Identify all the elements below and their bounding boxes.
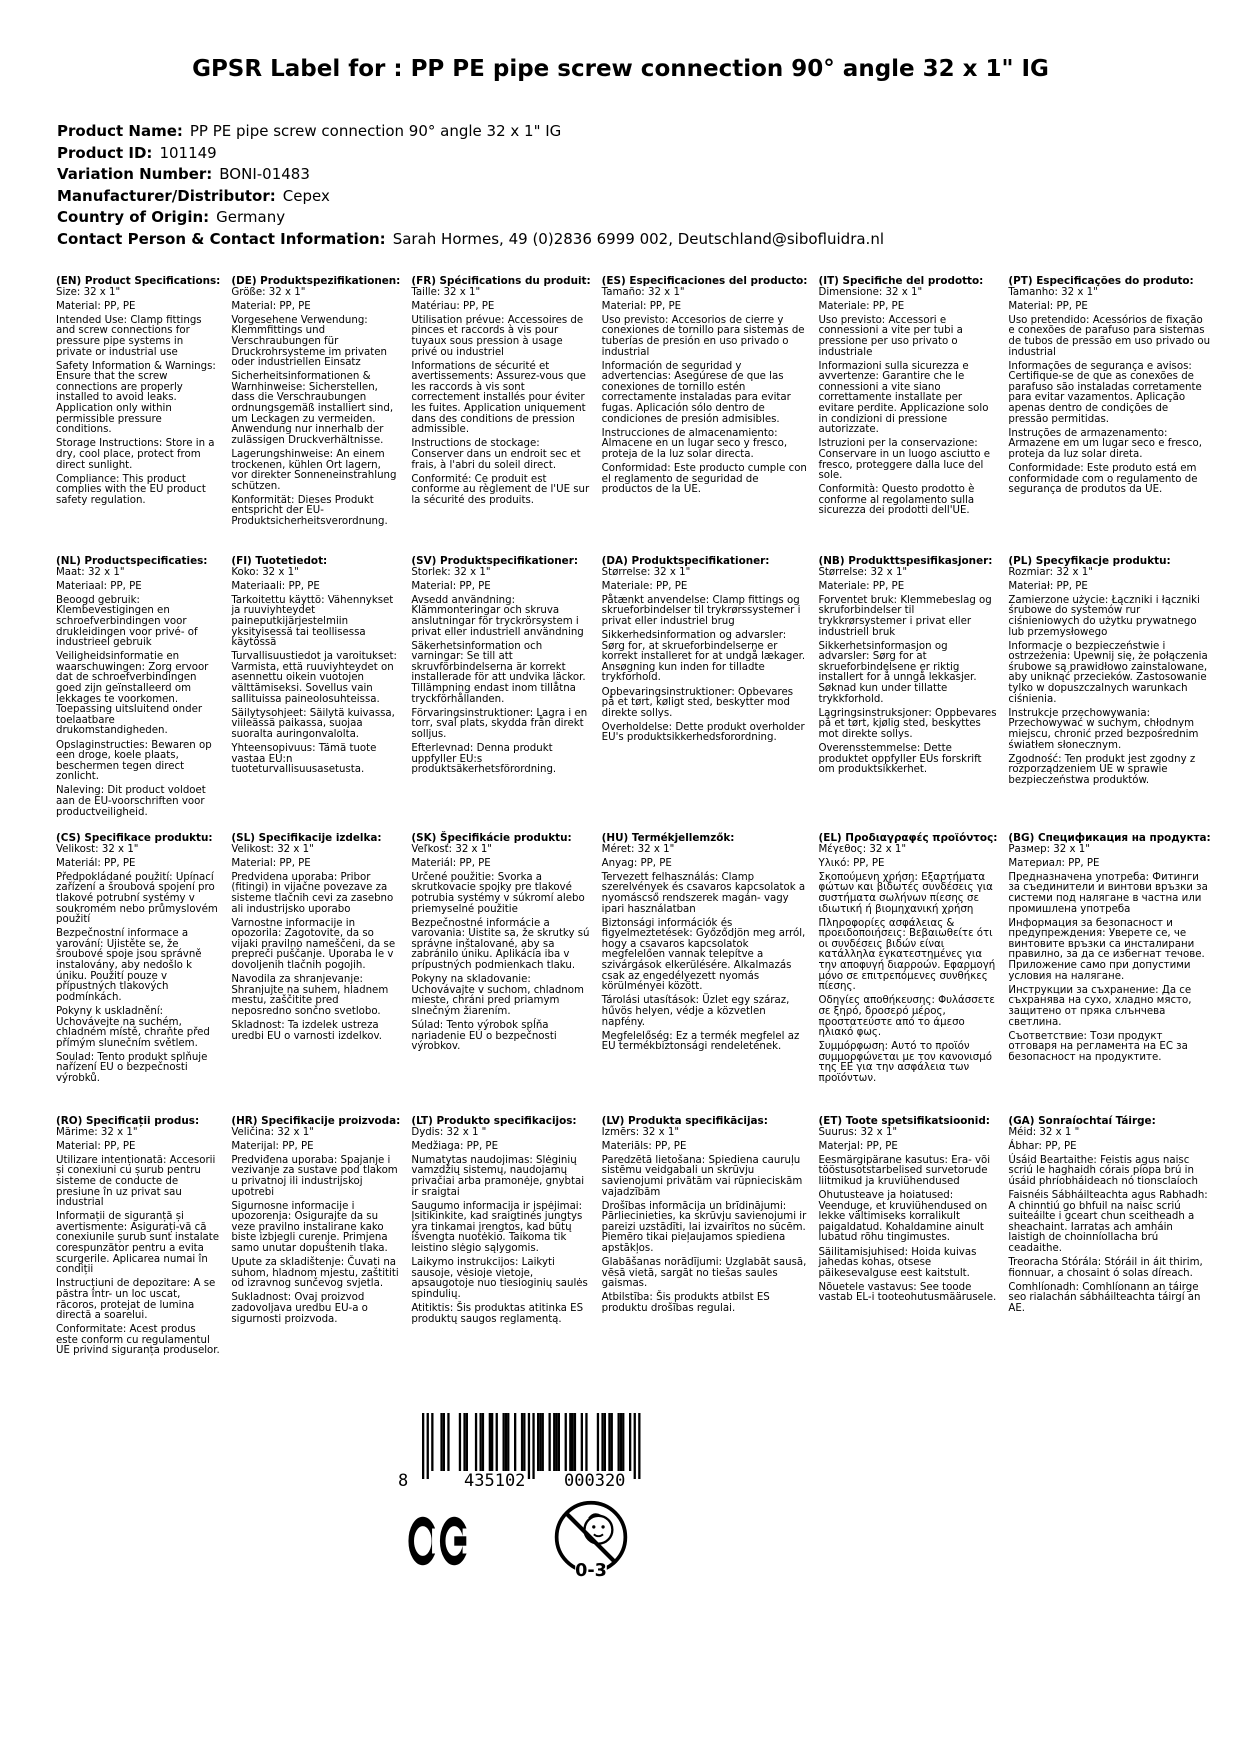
spec-paragraph: Material: PP, PE (56, 300, 136, 312)
spec-block-title: (EN) Product Specifications: (56, 275, 221, 287)
spec-paragraph: Material: PP, PE (411, 580, 491, 592)
spec-paragraph: Overholdelse: Dette produkt overholder EU's produktsikkerhedsforordning. (601, 721, 805, 744)
footer (0, 1400, 1241, 1754)
product-info-label: Variation Number: (57, 165, 213, 183)
spec-paragraph: Uso previsto: Accessori e connessioni a vite per tubi a pressione per uso privato o industriale (818, 314, 963, 358)
spec-paragraph: Материал: PP, PE (1008, 857, 1100, 869)
spec-paragraph: Izmērs: 32 x 1" (601, 1126, 680, 1138)
spec-paragraph: Pokyny k uskladnění: Uchovávejte na suchém, chladném místě, chraňte před přímým slunečním světlem. (56, 1005, 210, 1049)
spec-paragraph: Informazioni sulla sicurezza e avvertenze: Garantire che le connessioni a vite siano correttamente installate per evitare perdite. Applicazione solo in condizioni di pressione autorizzate. (818, 360, 989, 436)
spec-block-title: (BG) Спецификация на продукта: (1008, 832, 1211, 844)
barcode-digit-group1: 435102 (464, 1471, 526, 1491)
spec-paragraph: Bezpečnostní informace a varování: Ujistěte se, že šroubové spoje jsou správně instalovány, aby nedošlo k úniku. Použití pouze v přípustných tlakových podmínkách. (56, 928, 202, 1003)
spec-paragraph: Förvaringsinstruktioner: Lagra i en torr, sval plats, skydda från direkt solljus. (411, 707, 588, 740)
spec-paragraph: Skladnost: Ta izdelek ustreza uredbi EU o varnosti izdelkov. (231, 1020, 382, 1042)
product-info-value: PP PE pipe screw connection 90° angle 32 x 1" IG (189, 122, 562, 140)
spec-paragraph: Størrelse: 32 x 1" (601, 566, 691, 578)
product-info-label: Product ID: (57, 143, 153, 162)
spec-paragraph: Paredzētā lietošana: Spiediena cauruļu sistēmu veidgabali un skrūvju savienojumi privātām vai rūpnieciskām vajadzībām (601, 1154, 803, 1198)
spec-block-title: (LV) Produkta specifikācijas: (601, 1115, 768, 1127)
spec-paragraph: Σκοπούμενη χρήση: Εξαρτήματα φώτων και βιδωτές συνδέσεις για συστήματα σωλήνων πίεσης σε ιδιωτική ή βιομηχανική χρήση (818, 871, 993, 915)
barcode-digit-group2: 000320 (564, 1471, 626, 1491)
spec-paragraph: Material: PP, PE (1008, 300, 1088, 312)
spec-block-title: (ET) Toote spetsifikatsioonid: (818, 1115, 990, 1127)
spec-paragraph: Säkerhetsinformation och varningar: Se till att skruvförbindelserna är korrekt installerade för att undvika läckor. Tillämpning endast inom tillåtna tryckförhållanden. (411, 640, 586, 705)
spec-paragraph: Material: PP, PE (231, 300, 311, 312)
spec-paragraph: Anyag: PP, PE (601, 857, 672, 869)
spec-paragraph: Tamanho: 32 x 1" (1008, 286, 1098, 298)
spec-paragraph: Rozmiar: 32 x 1" (1008, 566, 1093, 578)
spec-paragraph: Materiál: PP, PE (56, 857, 136, 869)
product-info-label: Product Name: (57, 122, 183, 140)
spec-paragraph: Yhteensopivuus: Tämä tuote vastaa EU:n tuoteturvallisuusasetusta. (231, 743, 377, 776)
spec-block-title: (EL) Προδιαγραφές προϊόντος: (818, 832, 998, 844)
spec-paragraph: Informations de sécurité et avertissements: Assurez-vous que les raccords à vis sont correctement installés pour éviter les fuites. Application uniquement dans des conditions de pression admissible. (411, 360, 586, 436)
spec-block-title: (SL) Specifikacije izdelka: (231, 832, 382, 844)
spec-block-title: (RO) Specificații produs: (56, 1115, 200, 1127)
spec-paragraph: Utilizare intenționată: Accesorii și conexiuni cu șurub pentru sisteme de conducte de presiune în uz privat sau industrial (56, 1154, 216, 1209)
spec-paragraph: Předpokládané použití: Upínací zařízení a šroubová spojení pro tlakové potrubní systémy v soukromém nebo průmyslovém použití (56, 871, 218, 926)
spec-block-title: (PL) Specyfikacje produktu: (1008, 555, 1171, 567)
spec-block-cs (56, 833, 220, 1085)
product-info-row (57, 143, 884, 165)
spec-paragraph: Conformidade: Este produto está em conformidade com o regulamento de segurança de produtos da UE. (1008, 463, 1198, 496)
spec-paragraph: Instrukcje przechowywania: Przechowywać w suchym, chłodnym miejscu, chronić przed bezpośrednim światłem słonecznym. (1008, 707, 1199, 751)
spec-paragraph: Medžiaga: PP, PE (411, 1140, 499, 1152)
spec-paragraph: Μέγεθος: 32 x 1" (818, 843, 907, 855)
spec-paragraph: Informações de segurança e avisos: Certifique-se de que as conexões de parafuso são instaladas corretamente para evitar vazamentos. Aplicação apenas dentro de condições de pressão permitidas. (1008, 360, 1202, 425)
spec-paragraph: Eesmärgipärane kasutus: Era- või tööstusotstarbelised survetorude liitmikud ja kruviühendused (818, 1154, 991, 1187)
spec-paragraph: Materiaal: PP, PE (56, 580, 142, 592)
spec-paragraph: Veličina: 32 x 1" (231, 1126, 314, 1138)
spec-paragraph: Instructions de stockage: Conserver dans un endroit sec et frais, à l'abri du soleil direct. (411, 438, 581, 471)
product-info-value: Germany (216, 208, 286, 226)
spec-paragraph: Veiligheidsinformatie en waarschuwingen: Zorg ervoor dat de schroefverbindingen goed zijn geïnstalleerd om lekkages te voorkomen. Toepassing uitsluitend onder toelaatbare drukomstandigheden. (56, 651, 209, 737)
spec-paragraph: Materjal: PP, PE (818, 1140, 898, 1152)
spec-paragraph: Informacje o bezpieczeństwie i ostrzeżenia: Upewnij się, że połączenia śrubowe są prawidłowo zainstalowane, aby uniknąć przecieków. Zastosowanie tylko w dopuszczalnych warunkach ciśnienia. (1008, 640, 1208, 705)
spec-paragraph: Bezpečnostné informácie a varovania: Uistite sa, že skrutky sú správne inštalované, aby sa zabránilo úniku. Aplikácia iba v prípustných podmienkach tlaku. (411, 917, 590, 972)
product-info-row (57, 164, 884, 186)
spec-paragraph: Uso previsto: Accesorios de cierre y conexiones de tornillo para sistemas de tuberías de presión en uso privado o industrial (601, 314, 805, 358)
spec-paragraph: Предназначена употреба: Фитинги за съединители и винтови връзки за системи под налягане в частна или промишлена употреба (1008, 871, 1208, 915)
spec-paragraph: Πληροφορίες ασφάλειας & προειδοποιήσεις: Βεβαιωθείτε ότι οι συνδέσεις βιδών είναι κατάλληλα εγκατεστημένες για την αποφυγή διαρροών. Εφαρμογή μόνο σε επιτρεπόμενες συνθήκες πίεσης. (818, 917, 996, 993)
spec-paragraph: Intended Use: Clamp fittings and screw connections for pressure pipe systems in private or industrial use (56, 314, 202, 358)
spec-paragraph: Matériau: PP, PE (411, 300, 495, 312)
spec-paragraph: Materiale: PP, PE (601, 580, 688, 592)
spec-paragraph: Soulad: Tento produkt splňuje nařízení EU o bezpečnosti výrobků. (56, 1051, 208, 1084)
spec-block-title: (NB) Produkttspesifikasjoner: (818, 555, 993, 567)
barcode-bars-icon (422, 1413, 641, 1479)
spec-paragraph: Sicherheitsinformationen & Warnhinweise: Sicherstellen, dass die Verschraubungen ordnungsgemäß installiert sind, um Leckagen zu vermeiden. Anwendung nur innerhalb der zulässigen Druckverhältnisse. (231, 371, 394, 446)
spec-block-title: (SV) Produktspecifikationer: (411, 555, 578, 567)
barcode-digits (392, 1471, 652, 1493)
spec-paragraph: Predviđena uporaba: Spajanje i vezivanje za sustave pod tlakom u privatnoj ili industrijskoj upotrebi (231, 1154, 398, 1198)
spec-paragraph: Tarkoitettu käyttö: Vähennykset ja ruuviyhteydet paineputkijärjestelmiin yksityisessä tai teollisessa käytössä (231, 594, 394, 649)
spec-paragraph: Tervezett felhasználás: Clamp szerelvények és csavaros kapcsolatok a nyomáscső rendszerek magán- vagy ipari használatban (601, 871, 806, 915)
spec-paragraph: Conformidad: Este producto cumple con el reglamento de seguridad de productos de la UE. (601, 463, 807, 496)
spec-paragraph: Méid: 32 x 1 " (1008, 1126, 1080, 1138)
spec-paragraph: Instrucțiuni de depozitare: A se păstra într- un loc uscat, răcoros, protejat de lumina directă a soarelui. (56, 1278, 216, 1322)
product-info-row (57, 207, 884, 229)
product-info-value: BONI-01483 (219, 165, 310, 183)
spec-paragraph: Biztonsági információk és figyelmeztetések: Győződjön meg arról, hogy a csavaros kapcsolatok megfelelően vannak telepítve a szivárgások elkerülésére. Alkalmazás csak az engedélyezett nyomás körülményei között. (601, 917, 806, 993)
product-info-value: Sarah Hormes, 49 (0)2836 6999 002, Deutschland@sibofluidra.nl (392, 229, 884, 248)
spec-paragraph: Upute za skladištenje: Čuvati na suhom, hladnom mjestu, zaštititi od izravnog sunčevog svjetla. (231, 1257, 399, 1290)
spec-block-title: (FI) Tuotetiedot: (231, 555, 328, 567)
spec-paragraph: Sigurnosne informacije i upozorenja: Osigurajte da su veze pravilno instalirane kako biste izbjegli curenje. Primjena samo unutar dopuštenih tlaka. (231, 1200, 388, 1255)
spec-paragraph: Velikost: 32 x 1" (231, 843, 314, 855)
spec-paragraph: Atitiktis: Šis produktas atitinka ES produktų saugos reglamentą. (411, 1303, 584, 1325)
spec-paragraph: Predvidena uporaba: Pribor (fitingi) in vijačne povezave za sisteme tlačnih cevi za zasebno ali industrijsko uporabo (231, 871, 394, 915)
spec-paragraph: Úsáid Beartaithe: Feistis agus naisc scriú le haghaidh córais píopa brú in úsáid phríobháideach nó tionsclaíoch (1008, 1154, 1198, 1187)
spec-paragraph: Navodila za shranjevanje: Shranjujte na suhem, hladnem mestu, zaščitite pred neposredno sončno svetlobo. (231, 974, 389, 1017)
spec-paragraph: Overensstemmelse: Dette produktet oppfyller EUs forskrift om produktsikkerhet. (818, 743, 982, 776)
spec-paragraph: Ohutusteave ja hoiatused: Veenduge, et kruviühendused on lekke vältimiseks korralikult paigaldatud. Kohaldamine ainult lubatud rõhu tingimustes. (818, 1190, 988, 1244)
spec-paragraph: Beoogd gebruik: Klembevestigingen en schroefverbindingen voor drukleidingen voor privé- of industrieel gebruik (56, 594, 198, 649)
spec-block-title: (DA) Produktspecifikationer: (601, 555, 770, 567)
product-info-row (57, 229, 884, 251)
page-title: GPSR Label for : PP PE pipe screw connection 90° angle 32 x 1" IG (192, 56, 1049, 82)
spec-paragraph: Conformité: Ce produit est conforme au règlement de l'UE sur la sécurité des produits. (411, 473, 590, 506)
ce-mark-icon (408, 1516, 470, 1570)
spec-paragraph: Conformità: Questo prodotto è conforme al regolamento sulla sicurezza dei prodotti dell'UE. (818, 484, 975, 517)
spec-block-it (818, 276, 997, 517)
spec-paragraph: Atbilstība: Šis produkts atbilst ES produktu drošības regulai. (601, 1292, 770, 1314)
spec-paragraph: Treoracha Stórála: Stóráil in áit thirim, fionnuar, a chosaint ó solas díreach. (1008, 1257, 1203, 1279)
spec-paragraph: Instruções de armazenamento: Armazene em um lugar seco e fresco, proteja da luz solar direta. (1008, 427, 1202, 460)
spec-block-title: (HU) Termékjellemzők: (601, 832, 735, 844)
spec-block-el (818, 833, 997, 1085)
spec-paragraph: Efterlevnad: Denna produkt uppfyller EU:s produktsäkerhetsförordning. (411, 743, 557, 776)
spec-block-lt (411, 1116, 590, 1325)
spec-paragraph: Konformität: Dieses Produkt entspricht der EU-Produktsicherheitsverordnung. (231, 494, 388, 527)
spec-block-de (231, 276, 400, 528)
spec-block-title: (SK) Špecifikácie produktu: (411, 832, 572, 844)
spec-block-title: (CS) Specifikace produktu: (56, 832, 213, 844)
spec-block-ga (1008, 1116, 1210, 1315)
spec-block-nb (818, 556, 997, 776)
spec-paragraph: Faisnéis Sábháilteachta agus Rabhadh: A chinntiú go bhfuil na naisc scriú suiteáilte i gceart chun sceitheadh a sheachaint. Iarratas ach amháin laistigh de choinníollacha brú ceadaithe. (1008, 1190, 1208, 1255)
spec-block-nl (56, 556, 220, 818)
spec-paragraph: Numatytas naudojimas: Slėginių vamzdžių sistemų, naudojamų privačiai arba pramonėje, gnybtai ir sraigtai (411, 1154, 585, 1198)
spec-paragraph: Υλικό: PP, PE (818, 857, 885, 869)
spec-paragraph: Οδηγίες αποθήκευσης: Φυλάσσετε σε ξηρό, δροσερό μέρος, προστατεύστε από το άμεσο ηλιακό φως. (818, 995, 995, 1039)
spec-paragraph: Materijal: PP, PE (231, 1140, 314, 1152)
spec-paragraph: Veľkosť: 32 x 1" (411, 843, 492, 855)
spec-paragraph: Laikymo instrukcijos: Laikyti sausoje, vėsioje vietoje, apsaugotoje nuo tiesioginių saulės spindulių. (411, 1257, 588, 1300)
spec-paragraph: Naleving: Dit product voldoet aan de EU-voorschriften voor productveiligheid. (56, 785, 206, 818)
spec-block-bg (1008, 833, 1210, 1063)
spec-paragraph: Saugumo informacija ir įspėjimai: Įsitikinkite, kad sraigtinės jungtys yra tinkamai įrengtos, kad būtų išvengta nuotėkio. Taikoma tik leistino slėgio sąlygomis. (411, 1200, 583, 1255)
spec-paragraph: Určené použitie: Svorka a skrutkovacie spojky pre tlakové potrubia systémy v súkromí alebo priemyselné použitie (411, 871, 585, 915)
spec-paragraph: Utilisation prévue: Accessoires de pinces et raccords à vis pour tuyaux sous pression à usage privé ou industriel (411, 314, 584, 358)
spec-paragraph: Größe: 32 x 1" (231, 286, 306, 298)
spec-paragraph: Lagerungshinweise: An einem trockenen, kühlen Ort lagern, vor direkter Sonneneinstrahlung schützen. (231, 448, 397, 492)
age-warning-0-3-icon (552, 1492, 630, 1590)
spec-paragraph: Materiál: PP, PE (411, 857, 491, 869)
spec-paragraph: Mărime: 32 x 1" (56, 1126, 138, 1138)
age-warning-label: 0-3 (575, 1561, 607, 1582)
spec-paragraph: Material: PP, PE (231, 857, 311, 869)
spec-paragraph: Informații de siguranță și avertismente: Asigurați-vă că conexiunile șurub sunt instalate corespunzător pentru a evita scurgerile. Aplicarea numai în condiții (56, 1211, 220, 1276)
spec-paragraph: Tárolási utasítások: Üzlet egy száraz, hűvös helyen, védje a közvetlen napfény. (601, 995, 790, 1028)
spec-paragraph: Dimensione: 32 x 1" (818, 286, 923, 298)
spec-paragraph: Méret: 32 x 1" (601, 843, 675, 855)
spec-paragraph: Инструкции за съхранение: Да се съхранява на сухо, хладно място, защитено от пряка слънчева светлина. (1008, 984, 1192, 1028)
spec-grid (56, 275, 1211, 1357)
spec-paragraph: Taille: 32 x 1" (411, 286, 481, 298)
spec-block-es (602, 276, 808, 496)
spec-paragraph: Påtænkt anvendelse: Clamp fittings og skrueforbindelser til trykrørssystemer i privat eller industriel brug (601, 594, 801, 627)
spec-paragraph: Avsedd användning: Klämmonteringar och skruva anslutningar för tryckrörsystem i privat eller industriell användning (411, 594, 584, 638)
spec-block-fi (231, 556, 400, 776)
spec-paragraph: Megfelelőség: Ez a termék megfelel az EU termékbiztonsági rendeletének. (601, 1030, 800, 1053)
spec-paragraph: Συμμόρφωση: Αυτό το προϊόν συμμορφώνεται με τον κανονισμό της ΕΕ για την ασφάλεια των προϊόντων. (818, 1041, 992, 1084)
spec-block-fr (411, 276, 590, 506)
spec-block-title: (PT) Especificações do produto: (1008, 275, 1194, 287)
spec-block-pl (1008, 556, 1210, 786)
spec-block-da (602, 556, 808, 744)
spec-paragraph: Opslaginstructies: Bewaren op een droge, koele plaats, beschermen tegen direct zonlicht. (56, 739, 212, 783)
product-info-label: Contact Person & Contact Information: (57, 229, 386, 248)
spec-paragraph: Zamierzone użycie: Łączniki i łączniki śrubowe do systemów rur ciśnieniowych do użytku prywatnego lub przemysłowego (1008, 594, 1200, 638)
spec-paragraph: Lagringsinstruksjoner: Oppbevares på et tørt, kjølig sted, beskyttes mot direkte sollys. (818, 707, 997, 740)
spec-block-et (818, 1116, 997, 1304)
spec-paragraph: Compliance: This product complies with the EU product safety regulation. (56, 473, 206, 506)
spec-paragraph: Storage Instructions: Store in a dry, cool place, protect from direct sunlight. (56, 438, 215, 471)
spec-paragraph: Material: PP, PE (601, 300, 682, 312)
spec-paragraph: Instrucciones de almacenamiento: Almacene en un lugar seco y fresco, proteja de la luz solar directa. (601, 427, 788, 460)
spec-paragraph: Storlek: 32 x 1" (411, 566, 491, 578)
spec-paragraph: Koko: 32 x 1" (231, 566, 299, 578)
spec-paragraph: Säilytysohjeet: Säilytä kuivassa, viileässä paikassa, suojaa suoralta auringonvalolta. (231, 707, 395, 740)
spec-paragraph: Uso pretendido: Acessórios de fixação e conexões de parafuso para sistemas de tubos de pressão em uso privado ou industrial (1008, 314, 1211, 358)
spec-paragraph: Comhlíonadh: Comhlíonann an táirge seo rialachán sábháilteachta táirgí an AE. (1008, 1281, 1201, 1314)
spec-block-title: (DE) Produktspezifikationen: (231, 275, 401, 287)
spec-paragraph: Sikkerhedsinformation og advarsler: Sørg for, at skrueforbindelserne er korrekt installeret for at undgå lækager. Ansøgning kun inden for tilladte trykforhold. (601, 630, 806, 684)
spec-paragraph: Materiale: PP, PE (818, 580, 905, 592)
spec-block-ro (56, 1116, 220, 1357)
spec-paragraph: Varnostne informacije in opozorila: Zagotovite, da so vijaki pravilno nameščeni, da se prepreči puščanje. Uporaba le v dovoljenih tlačnih pogojih. (231, 917, 396, 972)
spec-paragraph: Conformitate: Acest produs este conform cu regulamentul UE privind siguranța produselor. (56, 1324, 220, 1357)
spec-paragraph: Material: PP, PE (56, 1140, 136, 1152)
spec-paragraph: Istruzioni per la conservazione: Conservare in un luogo asciutto e fresco, proteggere dalla luce del sole. (818, 438, 991, 482)
barcode-digit-lead: 8 (398, 1471, 409, 1491)
spec-block-title: (IT) Specifiche del prodotto: (818, 275, 984, 287)
product-info-value: Cepex (282, 186, 330, 205)
spec-paragraph: Ábhar: PP, PE (1008, 1140, 1077, 1152)
spec-block-hr (231, 1116, 400, 1325)
spec-block-sv (411, 556, 590, 776)
spec-paragraph: Zgodność: Ten produkt jest zgodny z rozporządzeniem UE w sprawie bezpieczeństwa produktów. (1008, 753, 1196, 786)
product-info-label: Country of Origin: (57, 208, 210, 226)
spec-paragraph: Размер: 32 x 1" (1008, 843, 1090, 855)
spec-paragraph: Nõuetele vastavus: See toode vastab EL-i tooteohutusmäärusele. (818, 1281, 997, 1304)
spec-block-pt (1008, 276, 1210, 496)
spec-paragraph: Safety Information & Warnings: Ensure that the screw connections are properly installed to avoid leaks. Application only within permissible pressure conditions. (56, 360, 216, 436)
product-info-row (57, 186, 884, 208)
spec-block-title: (FR) Spécifications du produit: (411, 275, 591, 287)
spec-paragraph: Suurus: 32 x 1" (818, 1126, 898, 1138)
spec-block-sk (411, 833, 590, 1053)
spec-paragraph: Súlad: Tento výrobok spĺňa nariadenie EÚ o bezpečnosti výrobkov. (411, 1020, 557, 1053)
spec-paragraph: Vorgesehene Verwendung: Klemmfittings und Verschraubungen für Druckrohrsysteme im privaten oder industriellen Einsatz (231, 314, 387, 369)
spec-paragraph: Materiał: PP, PE (1008, 580, 1088, 592)
product-info-value: 101149 (159, 143, 217, 162)
spec-paragraph: Информация за безопасност и предупреждения: Уверете се, че винтовите връзки са инсталирани правилно, за да се избегнат течове. Приложение само при допустими условия на налягане. (1008, 917, 1205, 982)
spec-block-lv (602, 1116, 808, 1315)
spec-paragraph: Tamaño: 32 x 1" (601, 286, 685, 298)
spec-paragraph: Størrelse: 32 x 1" (818, 566, 908, 578)
spec-block-sl (231, 833, 400, 1042)
spec-paragraph: Glabāšanas norādījumi: Uzglabāt sausā, vēsā vietā, sargāt no tiešas saules gaismas. (601, 1257, 807, 1290)
spec-paragraph: Materiaali: PP, PE (231, 580, 320, 592)
spec-paragraph: Dydis: 32 x 1 " (411, 1126, 487, 1138)
spec-paragraph: Opbevaringsinstruktioner: Opbevares på et tørt, køligt sted, beskytter mod direkte sollys. (601, 686, 794, 719)
spec-block-title: (LT) Produkto specifikacijos: (411, 1115, 577, 1127)
spec-paragraph: Säilitamisjuhised: Hoida kuivas jahedas kohas, otsese päikesevalguse eest kaitstult. (818, 1246, 977, 1279)
spec-block-title: (GA) Sonraíochtaí Táirge: (1008, 1115, 1156, 1127)
spec-paragraph: Maat: 32 x 1" (56, 566, 125, 578)
product-info (57, 121, 884, 250)
spec-paragraph: Turvallisuustiedot ja varoitukset: Varmista, että ruuviyhteydet on asennettu oikein vuotojen välttämiseksi. Sovellus vain sallituissa paineolosuhteissa. (231, 651, 397, 705)
product-info-row (57, 121, 884, 143)
spec-block-title: (ES) Especificaciones del producto: (601, 275, 808, 287)
product-info-label: Manufacturer/Distributor: (57, 186, 276, 205)
spec-paragraph: Materiale: PP, PE (818, 300, 905, 312)
spec-block-title: (HR) Specifikacije proizvoda: (231, 1115, 401, 1127)
spec-paragraph: Sikkerhetsinformasjon og advarsler: Sørg for at skrueforbindelsene er riktig installert for å unngå lekkasjer. Søknad kun under tillatte trykkforhold. (818, 640, 977, 705)
spec-block-hu (602, 833, 808, 1053)
spec-paragraph: Drošības informācija un brīdinājumi: Pārliecinieties, ka skrūvju savienojumi ir pareizi uzstādīti, lai izvairītos no sūcēm. Piemēro tikai pieļaujamos spiediena apstākļos. (601, 1200, 807, 1255)
spec-block-title: (NL) Productspecificaties: (56, 555, 208, 567)
spec-paragraph: Forventet bruk: Klemmebeslag og skruforbindelser til trykkrørsystemer i privat eller industriell bruk (818, 594, 992, 638)
spec-paragraph: Съответствие: Този продукт отговаря на регламента на ЕС за безопасност на продуктите. (1008, 1030, 1188, 1063)
spec-paragraph: Sukladnost: Ovaj proizvod zadovoljava uredbu EU-a o sigurnosti proizvoda. (231, 1292, 368, 1325)
spec-paragraph: Velikost: 32 x 1" (56, 843, 139, 855)
spec-paragraph: Materiāls: PP, PE (601, 1140, 687, 1152)
spec-paragraph: Pokyny na skladovanie: Uchovávajte v suchom, chladnom mieste, chráni pred priamym slnečným žiarením. (411, 974, 584, 1017)
spec-paragraph: Información de seguridad y advertencias: Asegúrese de que las conexiones de tornillo estén correctamente instaladas para evitar fugas. Aplicación sólo dentro de condiciones de presión admisibles. (601, 360, 791, 425)
spec-block-en (56, 276, 220, 506)
spec-paragraph: Size: 32 x 1" (56, 286, 121, 298)
